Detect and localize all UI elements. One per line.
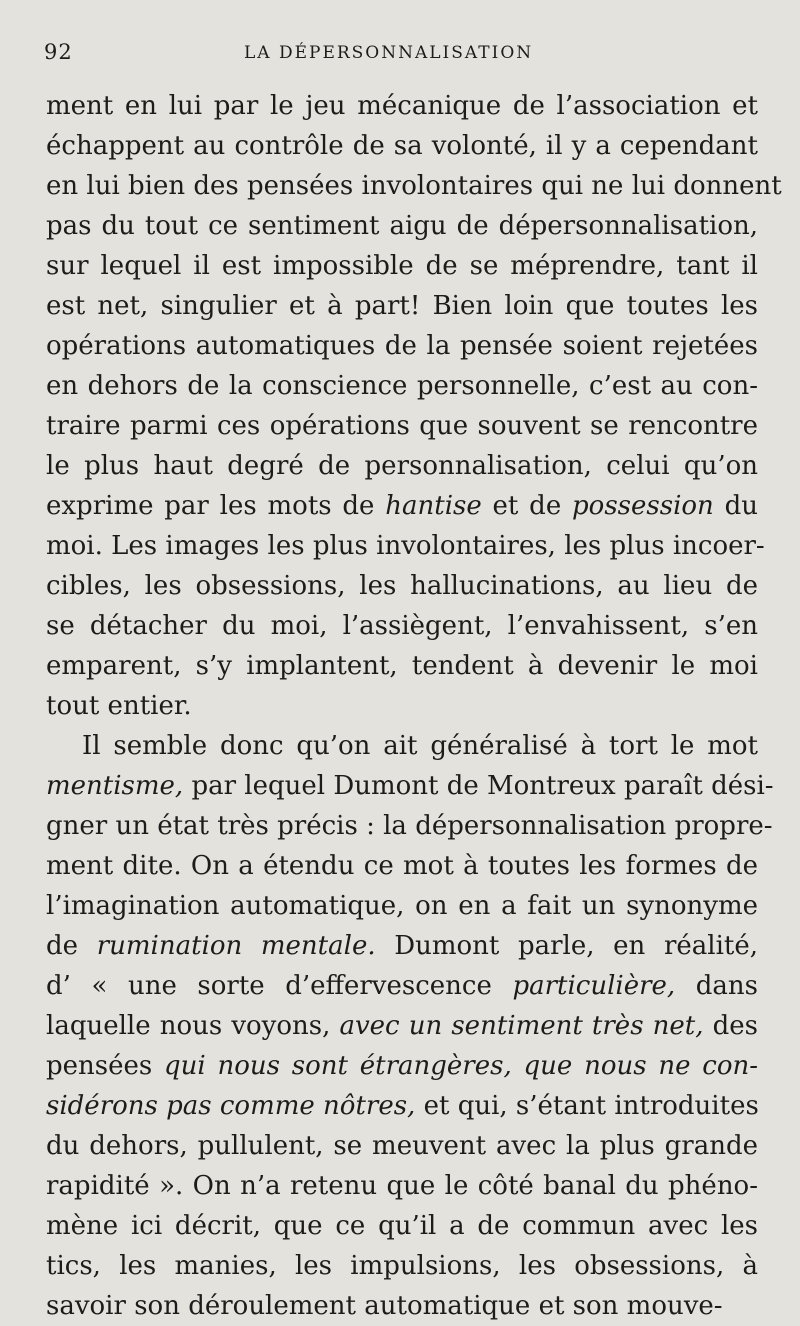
- text-segment: ment dite. On a étendu ce mot à toutes les formes de: [46, 851, 758, 881]
- text-line: [46, 606, 758, 646]
- text-segment: pensées: [46, 1051, 165, 1081]
- text-line: [46, 366, 758, 406]
- text-line: [46, 1126, 758, 1166]
- italic-text: mentisme,: [46, 771, 184, 801]
- text-line: [46, 206, 758, 246]
- text-line: [46, 406, 758, 446]
- text-segment: traire parmi ces opérations que souvent se rencontre: [46, 411, 758, 441]
- text-segment: échappent au contrôle de sa volonté, il y a cependant: [46, 131, 758, 161]
- text-line: [46, 86, 758, 126]
- body-text: [46, 86, 782, 1326]
- text-segment: se détacher du moi, l’assiègent, l’envahissent, s’en: [46, 611, 758, 641]
- text-segment: savoir son déroulement automatique et son mouve-: [46, 1291, 723, 1321]
- text-segment: de: [46, 931, 97, 961]
- text-segment: tout entier.: [46, 691, 192, 721]
- italic-text: rumination mentale.: [96, 931, 376, 961]
- text-line: [46, 726, 758, 766]
- text-segment: du: [713, 491, 758, 521]
- text-segment: du dehors, pullulent, se meuvent avec la plus grande: [46, 1131, 758, 1161]
- text-line: [46, 246, 758, 286]
- text-line: [46, 166, 782, 206]
- text-line: [46, 646, 758, 686]
- text-line: [46, 446, 758, 486]
- text-segment: cibles, les obsessions, les hallucinations, au lieu de: [46, 571, 758, 601]
- text-segment: Dumont parle, en réalité,: [375, 931, 758, 961]
- text-segment: et de: [481, 491, 573, 521]
- italic-text: hantise: [385, 491, 482, 521]
- text-line: [46, 1166, 758, 1206]
- text-segment: emparent, s’y implantent, tendent à devenir le moi: [46, 651, 758, 681]
- text-segment: opérations automatiques de la pensée soient rejetées: [46, 331, 758, 361]
- text-line: [46, 1286, 758, 1326]
- page-header: [44, 40, 784, 72]
- running-title: LA DÉPERSONNALISATION: [244, 43, 534, 63]
- text-line: [46, 286, 758, 326]
- page-number: 92: [44, 40, 73, 64]
- text-segment: laquelle nous voyons,: [46, 1011, 340, 1041]
- text-segment: des: [703, 1011, 758, 1041]
- text-segment: gner un état très précis : la dépersonnalisation propre-: [46, 811, 773, 841]
- text-line: [46, 1246, 758, 1286]
- text-segment: et qui, s’étant introduites: [415, 1091, 759, 1121]
- text-line: [46, 766, 774, 806]
- text-line: [46, 846, 758, 886]
- text-line: [46, 326, 758, 366]
- italic-text: qui nous sont étrangères, que nous ne con-: [164, 1051, 759, 1081]
- italic-text: sidérons pas comme nôtres,: [46, 1091, 416, 1121]
- italic-text: avec un sentiment très net,: [339, 1011, 704, 1041]
- text-segment: est net, singulier et à part! Bien loin que toutes les: [46, 291, 758, 321]
- text-segment: le plus haut degré de personnalisation, celui qu’on: [46, 451, 758, 481]
- text-line: [46, 926, 758, 966]
- text-line: [46, 1206, 758, 1246]
- text-line: [46, 966, 758, 1006]
- text-segment: dans: [675, 971, 759, 1001]
- text-segment: exprime par les mots de: [46, 491, 386, 521]
- text-line: [46, 886, 758, 926]
- text-segment: rapidité ». On n’a retenu que le côté banal du phéno-: [46, 1171, 758, 1201]
- text-segment: par lequel Dumont de Montreux paraît dési-: [183, 771, 774, 801]
- text-line: [46, 806, 773, 846]
- text-line: [46, 1086, 758, 1126]
- italic-text: possession: [572, 491, 714, 521]
- text-line: [46, 526, 765, 566]
- text-line: [46, 1046, 758, 1086]
- text-line: [46, 486, 758, 526]
- text-segment: Il semble donc qu’on ait généralisé à tort le mot: [82, 731, 758, 761]
- text-segment: tics, les manies, les impulsions, les obsessions, à: [46, 1251, 758, 1281]
- text-segment: en dehors de la conscience personnelle, c’est au con-: [46, 371, 758, 401]
- text-segment: sur lequel il est impossible de se méprendre, tant il: [46, 251, 758, 281]
- italic-text: particulière,: [512, 971, 676, 1001]
- text-line: [46, 1006, 758, 1046]
- text-segment: mène ici décrit, que ce qu’il a de commun avec les: [46, 1211, 758, 1241]
- text-line: [46, 126, 758, 166]
- text-line: [46, 566, 758, 606]
- text-line: [46, 686, 758, 726]
- text-segment: moi. Les images les plus involontaires, les plus incoer-: [46, 531, 765, 561]
- text-segment: l’imagination automatique, on en a fait un synonyme: [46, 891, 758, 921]
- text-segment: d’ « une sorte d’effervescence: [46, 971, 513, 1001]
- text-segment: ment en lui par le jeu mécanique de l’association et: [46, 91, 758, 121]
- text-segment: pas du tout ce sentiment aigu de dépersonnalisation,: [46, 211, 758, 241]
- text-segment: en lui bien des pensées involontaires qui ne lui donnent: [46, 171, 782, 201]
